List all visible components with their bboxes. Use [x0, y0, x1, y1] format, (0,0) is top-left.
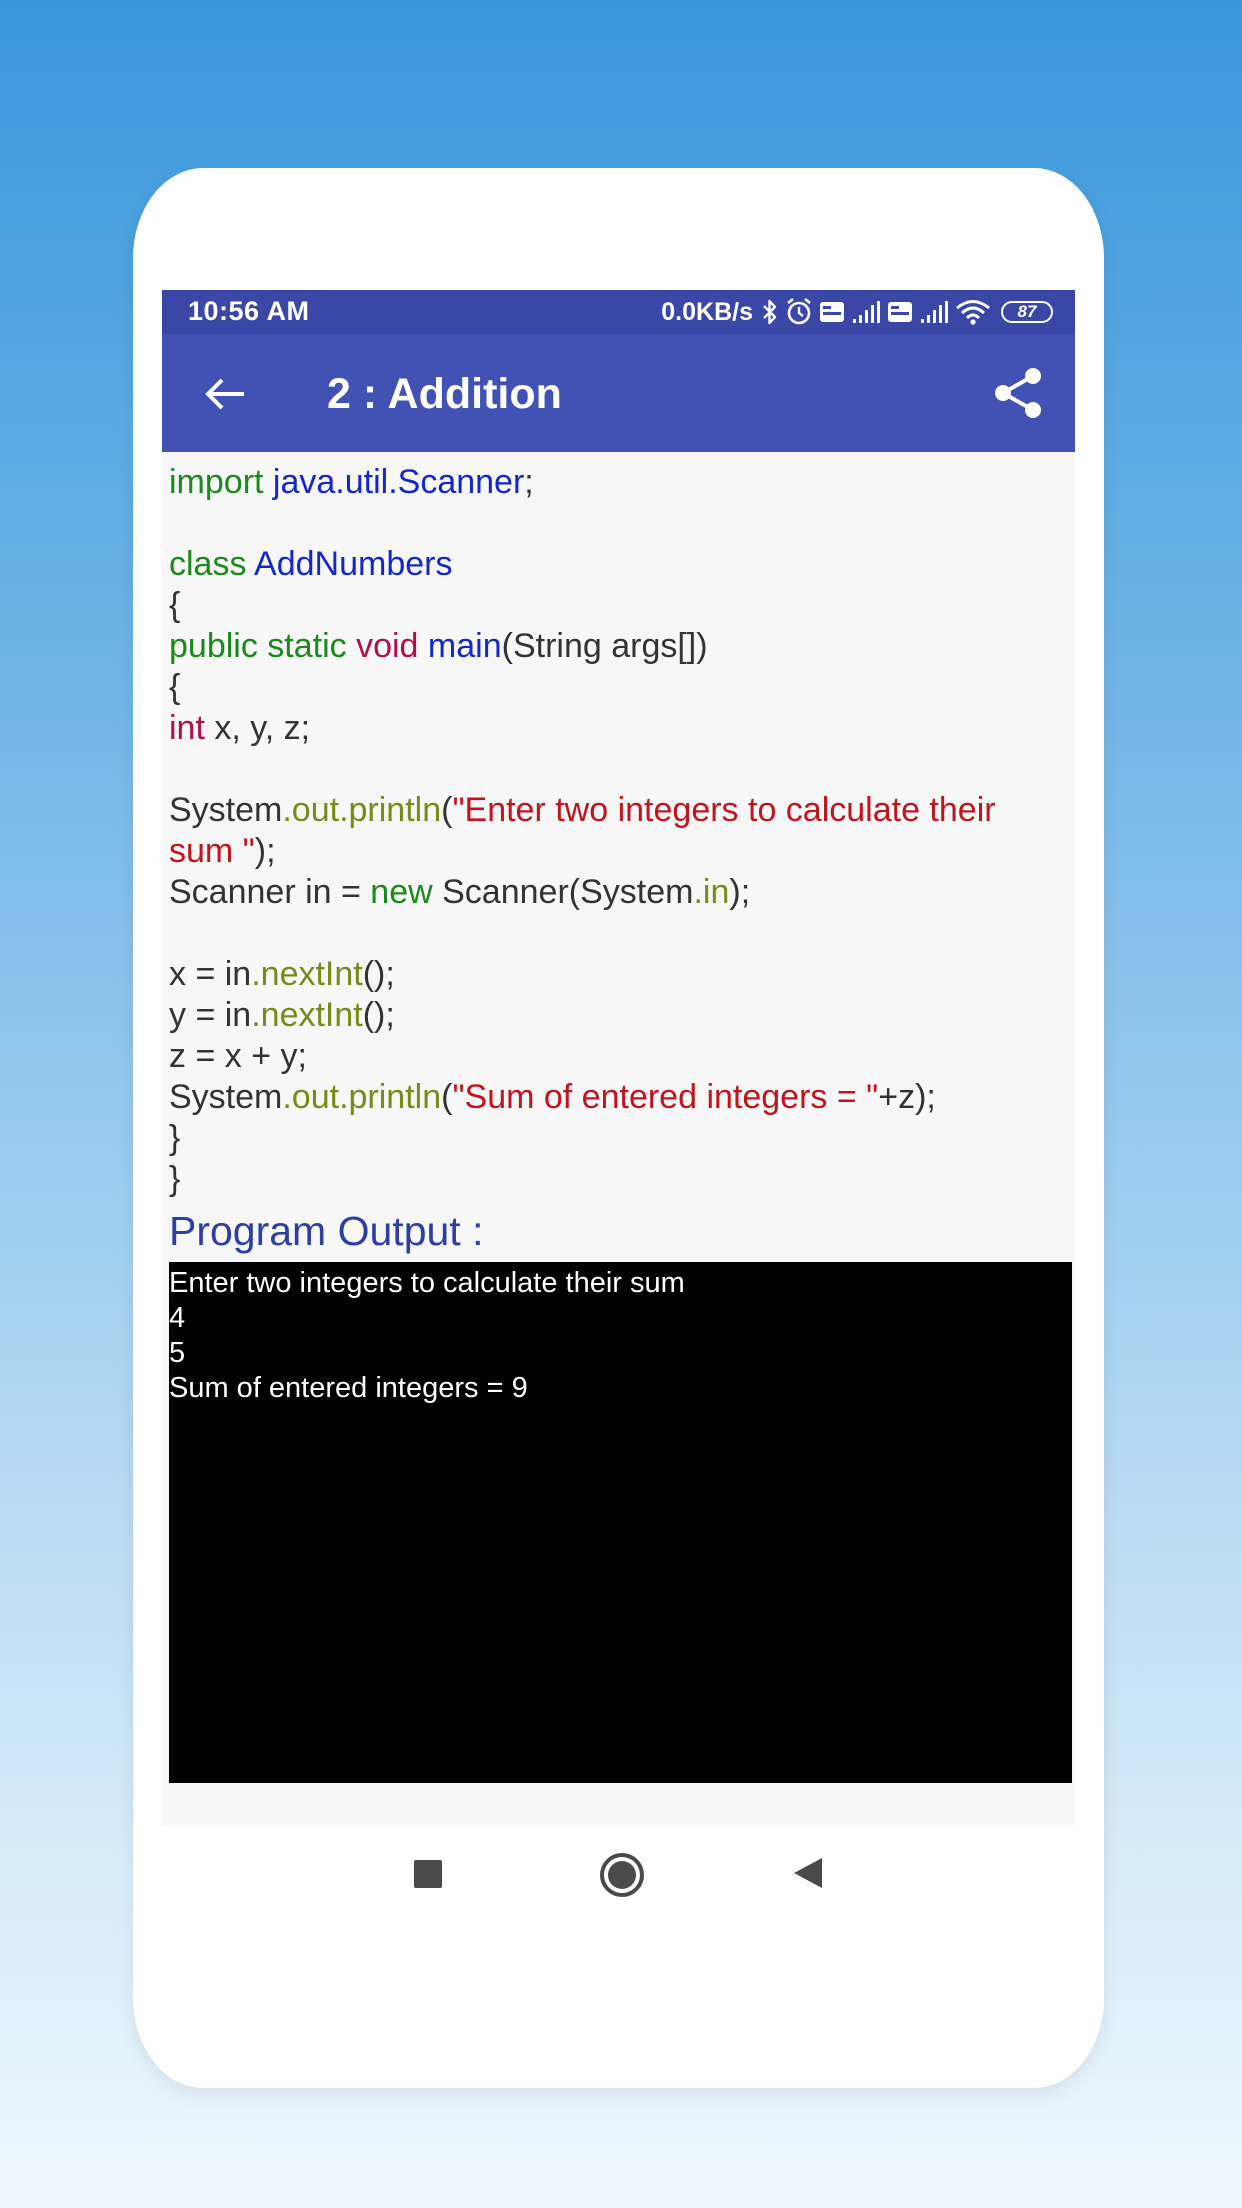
- nav-recents-icon[interactable]: [412, 1858, 444, 1890]
- code-token: "Enter two integers to calculate their sum ": [169, 791, 1006, 870]
- arrow-back-icon[interactable]: [200, 369, 250, 419]
- code-token: public static: [169, 627, 357, 665]
- code-token: Scanner(System: [442, 873, 694, 911]
- code-token: new: [370, 873, 443, 911]
- code-line-blank: [169, 749, 1069, 790]
- code-token: +z);: [878, 1078, 936, 1116]
- code-token: x, y, z;: [214, 709, 311, 747]
- code-line: [169, 995, 1069, 1036]
- code-token: java.util.Scanner: [272, 463, 525, 501]
- code-token: y = in: [169, 996, 252, 1034]
- volte-icon-2: [887, 297, 913, 327]
- code-token: .in: [693, 873, 730, 911]
- code-line: [169, 872, 1069, 913]
- code-token: ;: [524, 463, 534, 501]
- code-token: .out.println: [282, 791, 442, 829]
- code-token: AddNumbers: [254, 545, 453, 583]
- battery-icon: 87: [1001, 301, 1053, 323]
- page-title: 2 : Addition: [327, 370, 562, 418]
- code-line: }: [169, 1160, 181, 1198]
- share-icon[interactable]: [989, 364, 1047, 422]
- nav-back-icon[interactable]: [792, 1856, 824, 1890]
- program-output-heading: Program Output :: [169, 1208, 484, 1254]
- code-line: [169, 790, 1069, 872]
- bluetooth-icon: [761, 297, 779, 327]
- network-speed: 0.0KB/s: [661, 297, 753, 326]
- code-line: {: [169, 668, 181, 706]
- code-token: main: [427, 627, 502, 665]
- nav-home-icon[interactable]: [599, 1852, 645, 1898]
- code-token: ();: [362, 996, 395, 1034]
- code-listing: [169, 462, 1069, 1200]
- console-output: [169, 1262, 1072, 1783]
- code-token: int: [169, 709, 215, 747]
- code-line: [169, 626, 1069, 667]
- code-token: System: [169, 791, 283, 829]
- app-screen: [162, 290, 1075, 1825]
- code-line: [169, 1077, 1069, 1118]
- volte-icon: [819, 297, 845, 327]
- code-line: z = x + y;: [169, 1037, 307, 1075]
- code-token: );: [254, 832, 276, 870]
- console-line: Enter two integers to calculate their sum: [169, 1267, 685, 1299]
- status-icons: [661, 294, 1053, 330]
- signal-icon: [851, 297, 881, 327]
- signal-icon-2: [919, 297, 949, 327]
- code-token: class: [169, 545, 255, 583]
- console-line: Sum of entered integers = 9: [169, 1372, 528, 1404]
- status-time: 10:56 AM: [188, 296, 310, 326]
- code-line: [169, 954, 1069, 995]
- console-line: 4: [169, 1302, 186, 1334]
- code-token: .nextInt: [251, 996, 363, 1034]
- code-token: (: [441, 791, 453, 829]
- code-token: );: [729, 873, 751, 911]
- code-token: (: [441, 1078, 453, 1116]
- code-token: .out.println: [282, 1078, 442, 1116]
- app-bar: [162, 334, 1075, 452]
- code-line: {: [169, 586, 181, 624]
- status-bar: [162, 290, 1075, 334]
- code-token: void: [356, 627, 428, 665]
- navigation-bar: [162, 1840, 1075, 1910]
- code-token: "Sum of entered integers = ": [452, 1078, 879, 1116]
- code-token: x = in: [169, 955, 252, 993]
- code-line: [169, 708, 1069, 749]
- code-line: }: [169, 1119, 181, 1157]
- code-token: ();: [362, 955, 395, 993]
- console-line: 5: [169, 1337, 186, 1369]
- code-token: import: [169, 463, 273, 501]
- code-line: [169, 462, 1069, 503]
- code-line: [169, 544, 1069, 585]
- alarm-icon: [785, 297, 813, 327]
- code-line-blank: [169, 913, 1069, 954]
- code-token: (String args[]): [501, 627, 708, 665]
- code-token: .nextInt: [251, 955, 363, 993]
- code-line-blank: [169, 503, 1069, 544]
- code-token: System: [169, 1078, 283, 1116]
- wifi-icon: [955, 297, 991, 327]
- code-token: Scanner in =: [169, 873, 371, 911]
